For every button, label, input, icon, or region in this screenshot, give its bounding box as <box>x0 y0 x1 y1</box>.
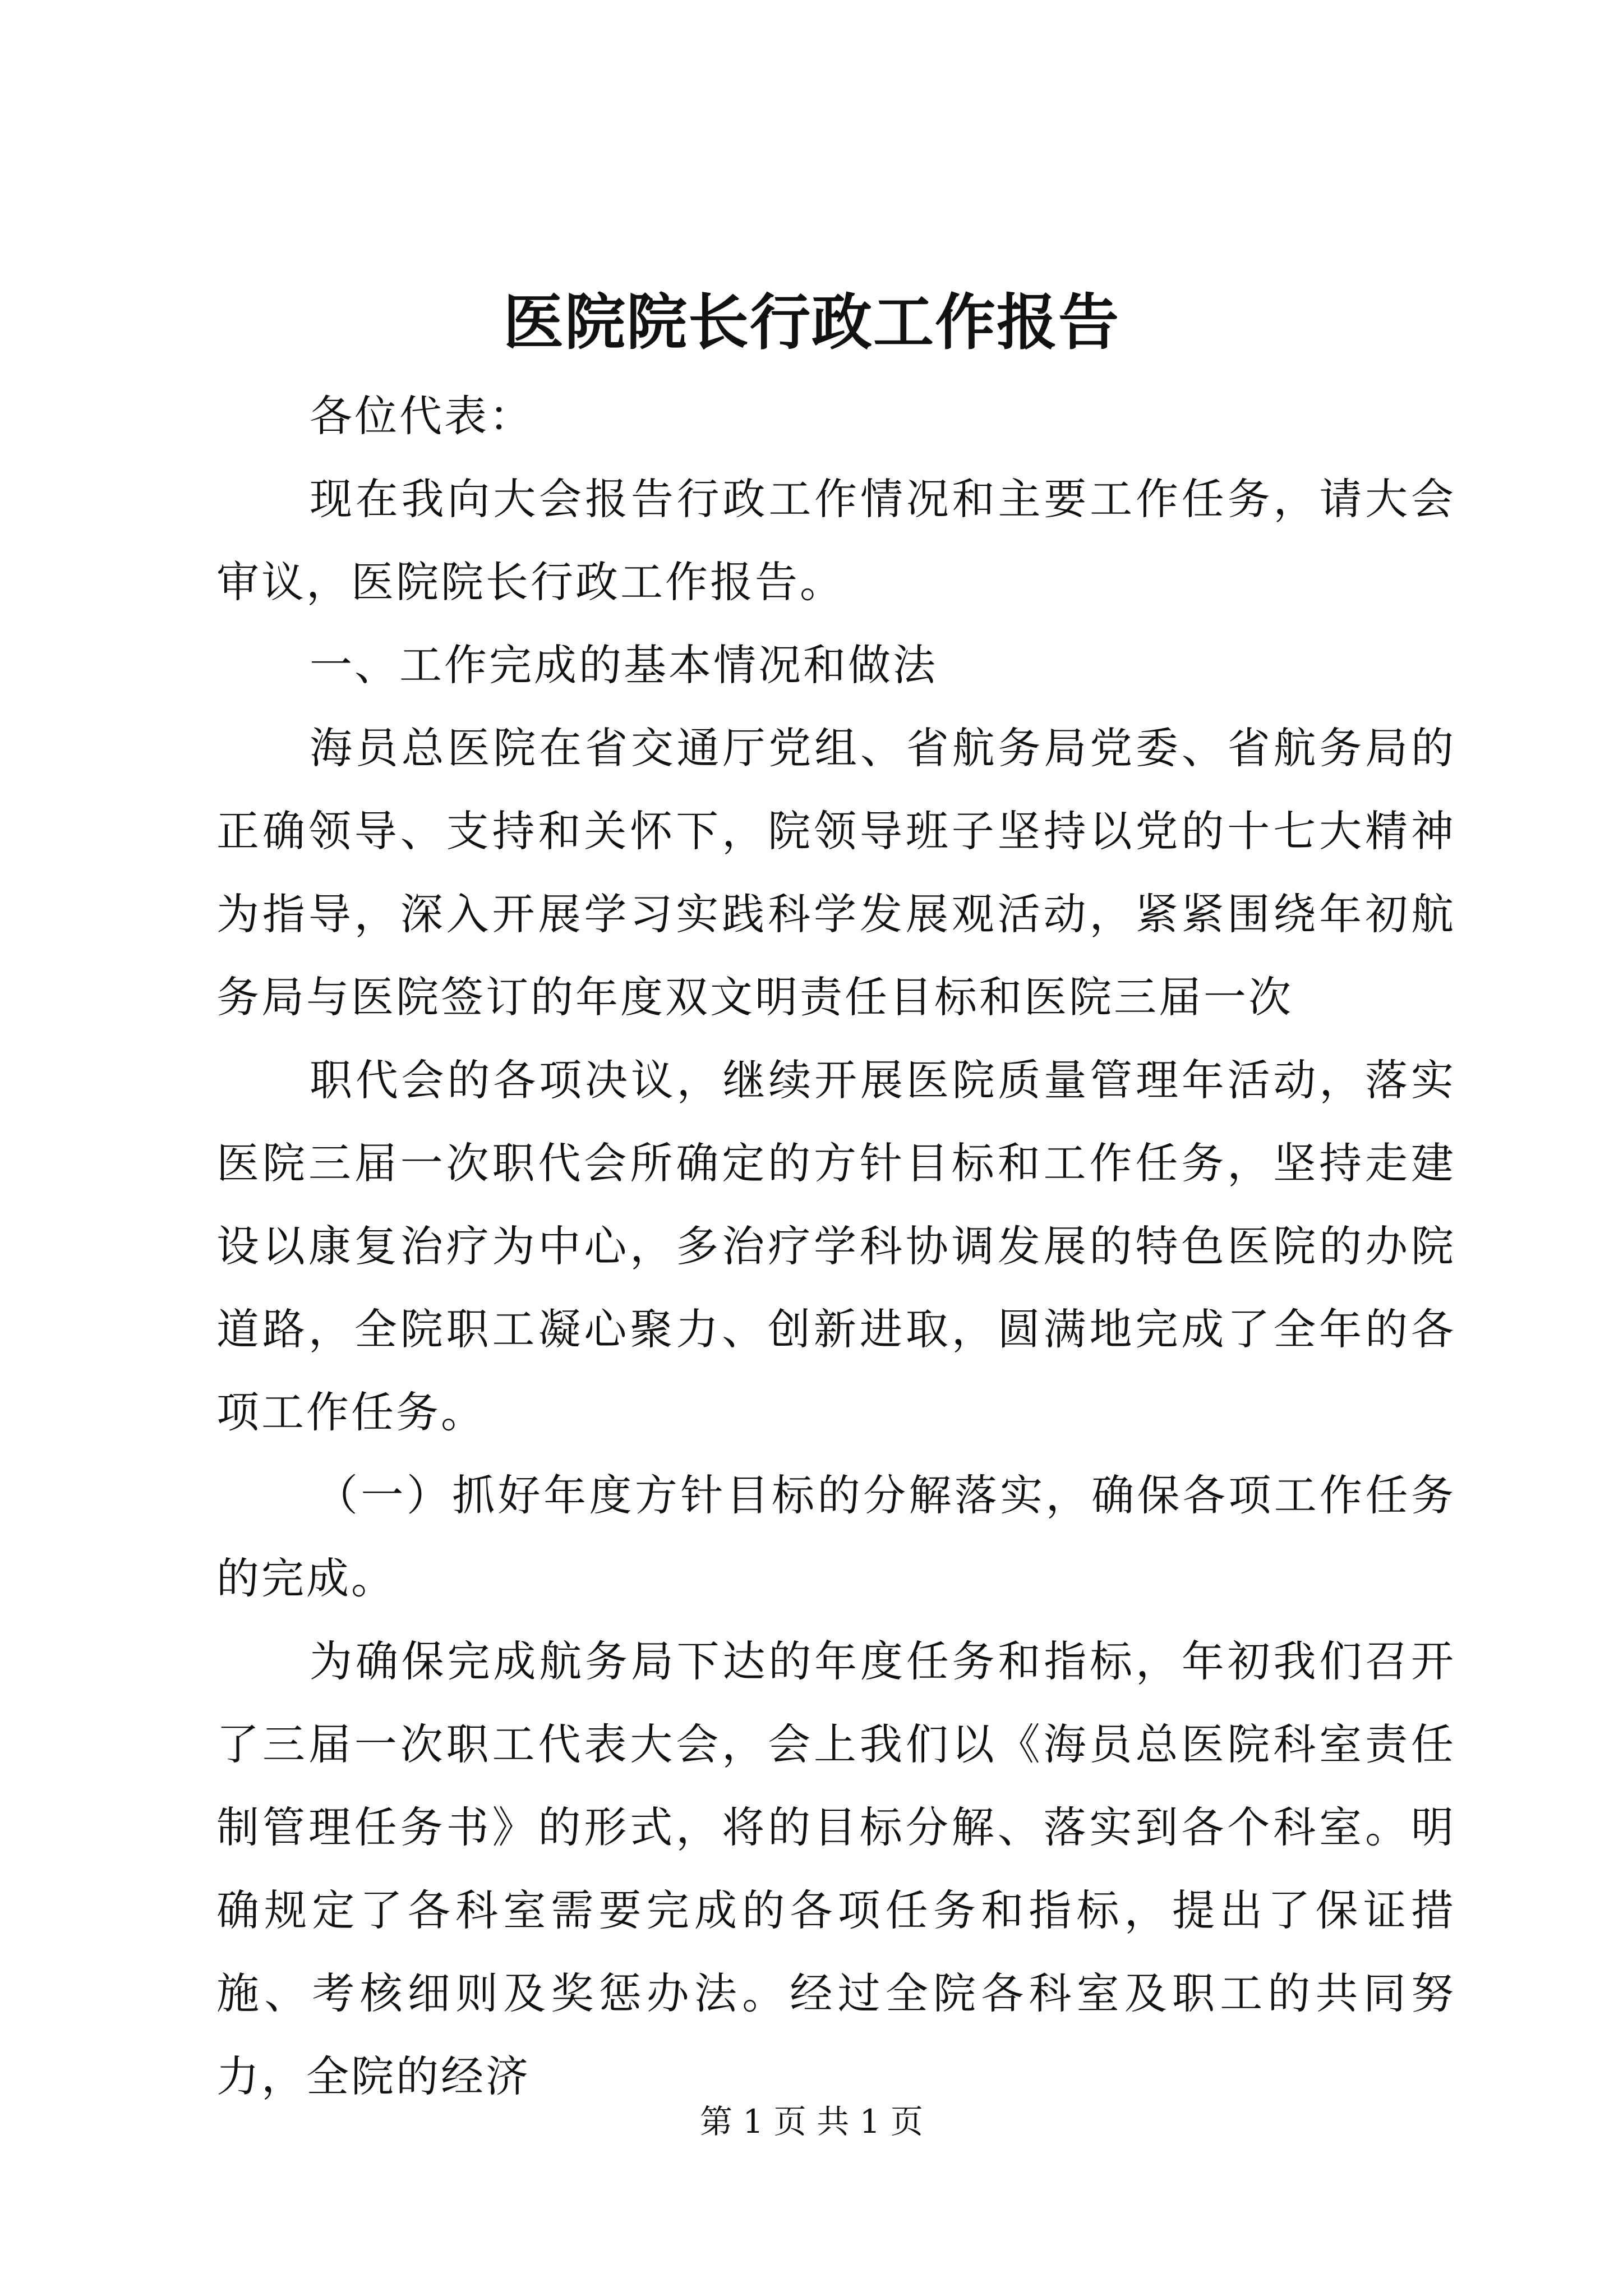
subsection-heading: （一）抓好年度方针目标的分解落实，确保各项工作任务的完成。 <box>216 1470 1456 1603</box>
salutation-paragraph: 各位代表： <box>310 391 534 441</box>
body-paragraph: 海员总医院在省交通厅党组、省航务局党委、省航务局的正确领导、支持和关怀下，院领导班子坚持以党的十七大精神为指导，深入开展学习实践科学发展观活动，紧紧围绕年初航务局与医院签订的年度双文明责任目标和医院三届一次 <box>216 723 1456 1022</box>
section-heading: 一、工作完成的基本情况和做法 <box>310 640 938 690</box>
document-body <box>216 375 1456 2118</box>
page-footer: 第 1 页 共 1 页 <box>700 2102 923 2141</box>
intro-paragraph: 现在我向大会报告行政工作情况和主要工作任务，请大会审议，医院院长行政工作报告。 <box>216 474 1456 607</box>
body-paragraph: 职代会的各项决议，继续开展医院质量管理年活动，落实医院三届一次职代会所确定的方针目标和工作任务，坚持走建设以康复治疗为中心，多治疗学科协调发展的特色医院的办院道路，全院职工凝心聚力、创新进取，圆满地完成了全年的各项工作任务。 <box>216 1055 1456 1437</box>
document-title: 医院院长行政工作报告 <box>502 287 1120 358</box>
body-paragraph: 为确保完成航务局下达的年度任务和指标，年初我们召开了三届一次职工代表大会，会上我们以《海员总医院科室责任制管理任务书》的形式，将的目标分解、落实到各个科室。明确规定了各科室需要完成的各项任务和指标，提出了保证措施、考核细则及奖惩办法。经过全院各科室及职工的共同努力，全院的经济 <box>216 1636 1456 2101</box>
